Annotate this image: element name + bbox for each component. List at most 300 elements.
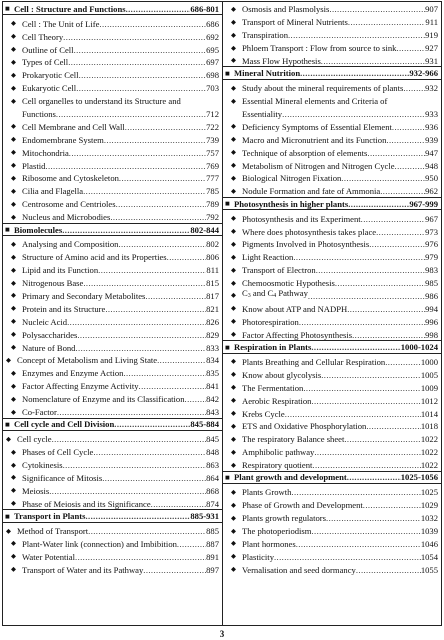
leader-dots bbox=[74, 45, 207, 56]
diamond-bullet-icon: ◆ bbox=[231, 162, 236, 170]
entry-page: 1014 bbox=[420, 408, 438, 419]
toc-entry-the-respiratory-balance-sheet bbox=[223, 432, 441, 445]
entry-title: Phase of Meiosis and its Significance bbox=[22, 498, 151, 509]
entry-page: 962 bbox=[425, 186, 438, 197]
toc-entry-plasticity bbox=[223, 549, 441, 562]
entry-page: 1032 bbox=[420, 513, 438, 524]
entry-title: Chemoosmotic Hypothesis bbox=[242, 278, 335, 289]
entry-title: Metabolism of Nitrogen and Nitrogen Cycle bbox=[242, 160, 395, 171]
toc-entry-nucleic-acid bbox=[3, 314, 222, 327]
entry-title: Mineral Nutrition bbox=[234, 68, 301, 79]
diamond-bullet-icon: ◆ bbox=[231, 292, 236, 300]
entry-title: Meiosis bbox=[22, 485, 50, 496]
diamond-bullet-icon: ◆ bbox=[11, 174, 16, 182]
entry-title: Photosynthesis in higher plants bbox=[234, 198, 349, 209]
entry-page: 842 bbox=[206, 394, 219, 405]
diamond-bullet-icon: ◆ bbox=[231, 57, 236, 65]
toc-entry-osmosis-and-plasmolysis bbox=[223, 2, 441, 15]
diamond-bullet-icon: ◆ bbox=[11, 200, 16, 208]
entry-title: Biological Nitrogen Fixation bbox=[242, 173, 342, 184]
leader-dots bbox=[57, 407, 206, 418]
square-bullet-icon: ■ bbox=[225, 199, 230, 209]
leader-dots bbox=[77, 330, 206, 341]
entry-title: Cytokinesis bbox=[22, 460, 63, 471]
diamond-bullet-icon: ◆ bbox=[11, 487, 16, 495]
entry-page: 874 bbox=[206, 498, 219, 509]
entry-page: 1025-1056 bbox=[400, 472, 438, 483]
entry-page: 976 bbox=[425, 239, 438, 250]
leader-dots bbox=[329, 4, 425, 15]
entry-page: 806 bbox=[206, 252, 219, 263]
toc-entry-nature-of-bond bbox=[3, 340, 222, 353]
entry-page: 911 bbox=[425, 17, 438, 28]
leader-dots bbox=[321, 56, 425, 67]
toc-entry-endomembrane-system bbox=[3, 132, 222, 145]
entry-title: The photoperiodism bbox=[242, 526, 312, 537]
entry-title: Deficiency Symptoms of Essential Element bbox=[242, 121, 392, 132]
square-bullet-icon: ■ bbox=[5, 4, 10, 14]
diamond-bullet-icon: ◆ bbox=[11, 240, 16, 248]
entry-title: Enzymes and Enzyme Action bbox=[22, 368, 124, 379]
diamond-bullet-icon: ◆ bbox=[11, 33, 16, 41]
toc-entry-plants-breathing-and-cellular-respiration bbox=[223, 355, 441, 368]
toc-entry-photorespiration bbox=[223, 314, 441, 327]
entry-title: Cilia and Flagella bbox=[22, 186, 84, 197]
toc-entry-prokaryotic-cell bbox=[3, 68, 222, 81]
leader-dots bbox=[139, 381, 207, 392]
entry-title: Plants Growth bbox=[242, 487, 292, 498]
diamond-bullet-icon: ◆ bbox=[231, 123, 236, 131]
leader-dots bbox=[143, 565, 206, 576]
entry-title: Ribosome and Cytoskeleton bbox=[22, 173, 119, 184]
toc-entry-essential-mineral-elements-and-criteria-of bbox=[223, 94, 441, 107]
toc-entry-know-about-glycolysis bbox=[223, 367, 441, 380]
entry-continuation-functions bbox=[3, 107, 222, 120]
toc-entry-nucleus-and-microbodies bbox=[3, 210, 222, 223]
toc-entry-the-fermentation bbox=[223, 380, 441, 393]
leader-dots bbox=[102, 473, 206, 484]
diamond-bullet-icon: ◆ bbox=[231, 149, 236, 157]
diamond-bullet-icon: ◆ bbox=[231, 331, 236, 339]
entry-page: 757 bbox=[206, 147, 219, 158]
entry-page: 815 bbox=[206, 278, 219, 289]
leader-dots bbox=[105, 304, 206, 315]
leader-dots bbox=[49, 486, 206, 497]
chapter-heading-photosynthesis-in-higher-plants bbox=[223, 197, 441, 210]
entry-title: Mitochondria bbox=[22, 147, 69, 158]
toc-entry-factor-affecting-enzyme-activity bbox=[3, 379, 222, 392]
entry-title: Plant-Water link (connection) and Imbibition bbox=[22, 538, 177, 549]
entry-page: 927 bbox=[425, 43, 438, 54]
leader-dots bbox=[356, 565, 421, 576]
entry-page: 703 bbox=[206, 83, 219, 94]
toc-entry-mass-flow-hypothesis bbox=[223, 54, 441, 67]
entry-title: Cell Membrane and Cell Wall bbox=[22, 121, 125, 132]
square-bullet-icon: ■ bbox=[5, 419, 10, 429]
toc-entry-cell-organelles-to-understand-its-structure-and bbox=[3, 94, 222, 107]
leader-dots bbox=[126, 4, 191, 15]
entry-page: 932 bbox=[425, 83, 438, 94]
leader-dots bbox=[63, 460, 207, 471]
entry-page: 739 bbox=[206, 134, 219, 145]
toc-entry-plants-growth bbox=[223, 485, 441, 498]
chapter-heading-mineral-nutrition bbox=[223, 66, 441, 79]
entry-title: Eukaryotic Cell bbox=[22, 83, 77, 94]
diamond-bullet-icon: ◆ bbox=[11, 448, 16, 456]
entry-title: Protein and its Structure bbox=[22, 303, 106, 314]
leader-dots bbox=[76, 83, 206, 94]
diamond-bullet-icon: ◆ bbox=[231, 97, 236, 105]
toc-entry-mitochondria bbox=[3, 145, 222, 158]
leader-dots bbox=[119, 173, 206, 184]
leader-dots bbox=[151, 499, 206, 510]
diamond-bullet-icon: ◆ bbox=[231, 358, 236, 366]
entry-title: Significance of Mitosis bbox=[22, 472, 103, 483]
entry-title: Nucleic Acid bbox=[22, 316, 68, 327]
diamond-bullet-icon: ◆ bbox=[231, 448, 236, 456]
leader-dots bbox=[274, 552, 421, 563]
diamond-bullet-icon: ◆ bbox=[231, 514, 236, 522]
diamond-bullet-icon: ◆ bbox=[11, 162, 16, 170]
diamond-bullet-icon: ◆ bbox=[231, 384, 236, 392]
leader-dots bbox=[99, 19, 206, 30]
entry-page: 811 bbox=[206, 265, 219, 276]
entry-page: 887 bbox=[206, 538, 219, 549]
toc-entry-primary-and-secondary-metabolites bbox=[3, 289, 222, 302]
entry-page: 1039 bbox=[420, 526, 438, 537]
diamond-bullet-icon: ◆ bbox=[231, 266, 236, 274]
entry-title: Macro and Micronutrient and its Function bbox=[242, 134, 387, 145]
leader-dots bbox=[123, 368, 206, 379]
entry-title: Amphibolic pathway bbox=[242, 447, 315, 458]
entry-page: 950 bbox=[425, 173, 438, 184]
diamond-bullet-icon: ◆ bbox=[231, 371, 236, 379]
leader-dots bbox=[45, 161, 206, 172]
entry-title: Osmosis and Plasmolysis bbox=[242, 4, 330, 15]
toc-entry-structure-of-amino-acid-and-its-properties bbox=[3, 250, 222, 263]
entry-page: 986 bbox=[425, 290, 438, 301]
leader-dots bbox=[145, 291, 206, 302]
toc-entry-macro-and-micronutrient-and-its-function bbox=[223, 132, 441, 145]
leader-dots bbox=[52, 434, 207, 445]
entry-title: Analysing and Composition bbox=[22, 239, 119, 250]
leader-dots bbox=[303, 383, 420, 394]
leader-dots bbox=[321, 370, 421, 381]
entry-title: Endomembrane System bbox=[22, 134, 104, 145]
leader-dots bbox=[88, 526, 206, 537]
diamond-bullet-icon: ◆ bbox=[231, 461, 236, 469]
leader-dots bbox=[83, 186, 206, 197]
entry-title: Polysaccharides bbox=[22, 329, 78, 340]
toc-entry-cell-the-unit-of-life bbox=[3, 16, 222, 29]
diamond-bullet-icon: ◆ bbox=[11, 213, 16, 221]
diamond-bullet-icon: ◆ bbox=[231, 187, 236, 195]
entry-title: The Fermentation bbox=[242, 382, 304, 393]
diamond-bullet-icon: ◆ bbox=[231, 397, 236, 405]
toc-entry-vernalisation-and-seed-dormancy bbox=[223, 562, 441, 575]
entry-title: Technique of absorption of elements bbox=[242, 147, 368, 158]
toc-entry-chemoosmotic-hypothesis bbox=[223, 276, 441, 289]
toc-entry-transpiration bbox=[223, 28, 441, 41]
diamond-bullet-icon: ◆ bbox=[6, 435, 11, 443]
toc-entry-know-about-atp-and-nadph bbox=[223, 301, 441, 314]
entry-title: Structure of Amino acid and its Properties bbox=[22, 252, 167, 263]
diamond-bullet-icon: ◆ bbox=[11, 46, 16, 54]
leader-dots bbox=[67, 317, 206, 328]
leader-dots bbox=[299, 317, 425, 328]
entry-title: Lipid and its Function bbox=[22, 265, 99, 276]
leader-dots bbox=[311, 396, 420, 407]
diamond-bullet-icon: ◆ bbox=[11, 266, 16, 274]
entry-page: 722 bbox=[206, 121, 219, 132]
toc-entry-types-of-cell bbox=[3, 55, 222, 68]
entry-page: 817 bbox=[206, 290, 219, 301]
entry-title: Centrosome and Centrioles bbox=[22, 199, 116, 210]
diamond-bullet-icon: ◆ bbox=[231, 553, 236, 561]
toc-entry-significance-of-mitosis bbox=[3, 471, 222, 484]
entry-title: Respiratory quotient bbox=[242, 460, 313, 471]
leader-dots bbox=[316, 265, 425, 276]
toc-entry-amphibolic-pathway bbox=[223, 445, 441, 458]
leader-dots bbox=[291, 487, 420, 498]
diamond-bullet-icon: ◆ bbox=[231, 5, 236, 13]
entry-title: Vernalisation and seed dormancy bbox=[242, 564, 356, 575]
diamond-bullet-icon: ◆ bbox=[231, 318, 236, 326]
entry-title: Cell : Structure and Functions bbox=[14, 3, 126, 14]
entry-page: 1029 bbox=[420, 500, 438, 511]
entry-page: 1022 bbox=[420, 434, 438, 445]
diamond-bullet-icon: ◆ bbox=[11, 318, 16, 326]
diamond-bullet-icon: ◆ bbox=[11, 149, 16, 157]
entry-title: Pigments Involved in Photosynthesis bbox=[242, 239, 370, 250]
entry-title: Mass Flow Hypothesis bbox=[242, 55, 321, 66]
leader-dots bbox=[326, 513, 421, 524]
square-bullet-icon: ■ bbox=[225, 68, 230, 78]
entry-continuation-essentiality bbox=[223, 107, 441, 120]
toc-entry-factor-affecting-photosynthesis bbox=[223, 327, 441, 340]
toc-entry-centrosome-and-centrioles bbox=[3, 197, 222, 210]
entry-page: 695 bbox=[206, 44, 219, 55]
diamond-bullet-icon: ◆ bbox=[231, 253, 236, 261]
entry-page: 1022 bbox=[420, 447, 438, 458]
entry-page: 697 bbox=[206, 57, 219, 68]
entry-title: Cell organelles to understand its Structure and bbox=[22, 96, 181, 107]
toc-entry-phase-of-growth-and-development bbox=[223, 498, 441, 511]
entry-title: Plastid bbox=[22, 160, 46, 171]
diamond-bullet-icon: ◆ bbox=[6, 356, 11, 364]
diamond-bullet-icon: ◆ bbox=[11, 344, 16, 352]
diamond-bullet-icon: ◆ bbox=[231, 215, 236, 223]
diamond-bullet-icon: ◆ bbox=[231, 228, 236, 236]
diamond-bullet-icon: ◆ bbox=[11, 97, 16, 105]
entry-title: The respiratory Balance sheet bbox=[242, 434, 345, 445]
entry-title: Essentiality bbox=[242, 109, 283, 120]
leader-dots bbox=[69, 148, 206, 159]
toc-entry-ets-and-oxidative-phosphorylation bbox=[223, 419, 441, 432]
diamond-bullet-icon: ◆ bbox=[11, 395, 16, 403]
entry-page: 802 bbox=[206, 239, 219, 250]
entry-page: 994 bbox=[425, 303, 438, 314]
leader-dots bbox=[363, 500, 421, 511]
entry-title: Cell cycle bbox=[17, 434, 52, 445]
entry-page: 1022 bbox=[420, 460, 438, 471]
chapter-heading-biomolecules bbox=[3, 223, 222, 236]
leader-dots bbox=[98, 265, 206, 276]
diamond-bullet-icon: ◆ bbox=[231, 240, 236, 248]
diamond-bullet-icon: ◆ bbox=[11, 408, 16, 416]
toc-entry-nomenclature-of-enzyme-and-its-classification bbox=[3, 392, 222, 405]
entry-title: Prokaryotic Cell bbox=[22, 70, 79, 81]
leader-dots bbox=[392, 122, 425, 133]
leader-dots bbox=[93, 447, 206, 458]
toc-entry-co-factor bbox=[3, 405, 222, 418]
entry-title: Functions bbox=[22, 109, 56, 120]
toc-entry-photosynthesis-and-its-experiment bbox=[223, 211, 441, 224]
entry-page: 845 bbox=[206, 434, 219, 445]
entry-title: Water Potential bbox=[22, 551, 76, 562]
entry-title: Respiration in Plants bbox=[234, 342, 312, 353]
toc-entry-biological-nitrogen-fixation bbox=[223, 171, 441, 184]
entry-page: 845-884 bbox=[190, 419, 219, 430]
entry-page: 936 bbox=[425, 121, 438, 132]
entry-title: Transport of Water and its Pathway bbox=[22, 564, 144, 575]
leader-dots bbox=[341, 173, 425, 184]
entry-page: 933 bbox=[425, 109, 438, 120]
entry-page: 692 bbox=[206, 31, 219, 42]
entry-page: 939 bbox=[425, 134, 438, 145]
toc-entry-analysing-and-composition bbox=[3, 237, 222, 250]
entry-page: 698 bbox=[206, 70, 219, 81]
leader-dots bbox=[116, 199, 207, 210]
chapter-heading-cell-structure-and-functions bbox=[3, 2, 222, 15]
toc-entry-method-of-transport bbox=[3, 524, 222, 537]
entry-title: Cell : The Unit of Life bbox=[22, 18, 100, 29]
toc-entry-enzymes-and-enzyme-action bbox=[3, 366, 222, 379]
entry-page: 841 bbox=[206, 381, 219, 392]
entry-page: 829 bbox=[206, 329, 219, 340]
chapter-heading-transport-in-plants bbox=[3, 509, 222, 522]
entry-page: 931 bbox=[425, 55, 438, 66]
entry-page: 1054 bbox=[420, 551, 438, 562]
diamond-bullet-icon: ◆ bbox=[231, 566, 236, 574]
diamond-bullet-icon: ◆ bbox=[231, 174, 236, 182]
toc-entry-cilia-and-flagella bbox=[3, 184, 222, 197]
square-bullet-icon: ■ bbox=[5, 225, 10, 235]
chapter-heading-plant-growth-and-development bbox=[223, 471, 441, 484]
leader-dots bbox=[83, 278, 206, 289]
toc-entry-eukaryotic-cell bbox=[3, 81, 222, 94]
toc-entry-cytokinesis bbox=[3, 458, 222, 471]
leader-dots bbox=[296, 539, 421, 550]
entry-title: Nomenclature of Enzyme and its Classification bbox=[22, 394, 185, 405]
entry-title: Plants growth regulators bbox=[242, 513, 327, 524]
leader-dots bbox=[114, 419, 190, 430]
leader-dots bbox=[335, 278, 425, 289]
toc-entry-where-does-photosynthesis-takes-place bbox=[223, 224, 441, 237]
diamond-bullet-icon: ◆ bbox=[231, 501, 236, 509]
entry-title: Nitrogenous Base bbox=[22, 278, 84, 289]
diamond-bullet-icon: ◆ bbox=[231, 31, 236, 39]
entry-title: Light Reaction bbox=[242, 252, 294, 263]
entry-page: 802-844 bbox=[190, 224, 219, 235]
entry-title: Plasticity bbox=[242, 551, 274, 562]
left-column bbox=[3, 2, 222, 625]
leader-dots bbox=[75, 552, 206, 563]
leader-dots bbox=[347, 304, 425, 315]
toc-entry-transport-of-mineral-nutrients bbox=[223, 15, 441, 28]
diamond-bullet-icon: ◆ bbox=[231, 410, 236, 417]
entry-page: 1009 bbox=[420, 382, 438, 393]
entry-page: 885-931 bbox=[190, 511, 219, 522]
entry-title: Aerobic Respiration bbox=[242, 395, 312, 406]
diamond-bullet-icon: ◆ bbox=[11, 461, 16, 469]
entry-page: 1000 bbox=[420, 356, 438, 367]
entry-title: Cell Theory bbox=[22, 31, 64, 42]
entry-page: 712 bbox=[206, 109, 219, 120]
entry-page: 967-999 bbox=[409, 198, 438, 209]
right-column bbox=[222, 2, 441, 625]
diamond-bullet-icon: ◆ bbox=[11, 20, 16, 28]
leader-dots bbox=[403, 83, 425, 94]
entry-title: Transport of Mineral Nutrients bbox=[242, 17, 348, 28]
entry-page: 897 bbox=[206, 564, 219, 575]
diamond-bullet-icon: ◆ bbox=[11, 540, 16, 548]
entry-page: 907 bbox=[425, 4, 438, 15]
diamond-bullet-icon: ◆ bbox=[231, 305, 236, 313]
entry-page: 947 bbox=[425, 147, 438, 158]
leader-dots bbox=[344, 434, 420, 445]
entry-page: 919 bbox=[425, 30, 438, 41]
toc-entry-lipid-and-its-function bbox=[3, 263, 222, 276]
entry-page: 826 bbox=[206, 316, 219, 327]
entry-title: Photorespiration bbox=[242, 316, 299, 327]
diamond-bullet-icon: ◆ bbox=[11, 474, 16, 482]
entry-page: 983 bbox=[425, 265, 438, 276]
toc-entry-cell-membrane-and-cell-wall bbox=[3, 120, 222, 133]
diamond-bullet-icon: ◆ bbox=[11, 305, 16, 313]
toc-entry-plant-hormones bbox=[223, 537, 441, 550]
diamond-bullet-icon: ◆ bbox=[11, 136, 16, 144]
leader-dots bbox=[308, 291, 425, 302]
entry-page: 1025 bbox=[420, 487, 438, 498]
toc-entry-outline-of-cell bbox=[3, 42, 222, 55]
entry-title: Know about ATP and NADPH bbox=[242, 303, 348, 314]
diamond-bullet-icon: ◆ bbox=[231, 18, 236, 26]
leader-dots bbox=[369, 239, 425, 250]
entry-title: Plant growth and development bbox=[234, 472, 347, 483]
entry-page: 833 bbox=[206, 342, 219, 353]
leader-dots bbox=[282, 109, 425, 120]
toc-entry-respiratory-quotient bbox=[223, 458, 441, 471]
leader-dots bbox=[300, 68, 409, 79]
entry-title: Plant hormones bbox=[242, 538, 296, 549]
diamond-bullet-icon: ◆ bbox=[11, 253, 16, 261]
square-bullet-icon: ■ bbox=[225, 342, 230, 352]
entry-title: Factor Affecting Enzyme Activity bbox=[22, 381, 139, 392]
entry-page: 863 bbox=[206, 460, 219, 471]
leader-dots bbox=[352, 330, 425, 341]
leader-dots bbox=[62, 225, 190, 236]
toc-entry-plant-water-link-connection-and-imbibition bbox=[3, 537, 222, 550]
leader-dots bbox=[63, 32, 206, 43]
entry-title: Types of Cell bbox=[22, 57, 69, 68]
toc-entry-transport-of-electron bbox=[223, 263, 441, 276]
toc-entry-study-about-the-mineral-requirements-of-plants bbox=[223, 81, 441, 94]
toc-entry-ribosome-and-cytoskeleton bbox=[3, 171, 222, 184]
leader-dots bbox=[386, 135, 425, 146]
entry-title: Co-Factor bbox=[22, 407, 57, 417]
entry-title: Plants Breathing and Cellular Respiration bbox=[242, 356, 386, 367]
